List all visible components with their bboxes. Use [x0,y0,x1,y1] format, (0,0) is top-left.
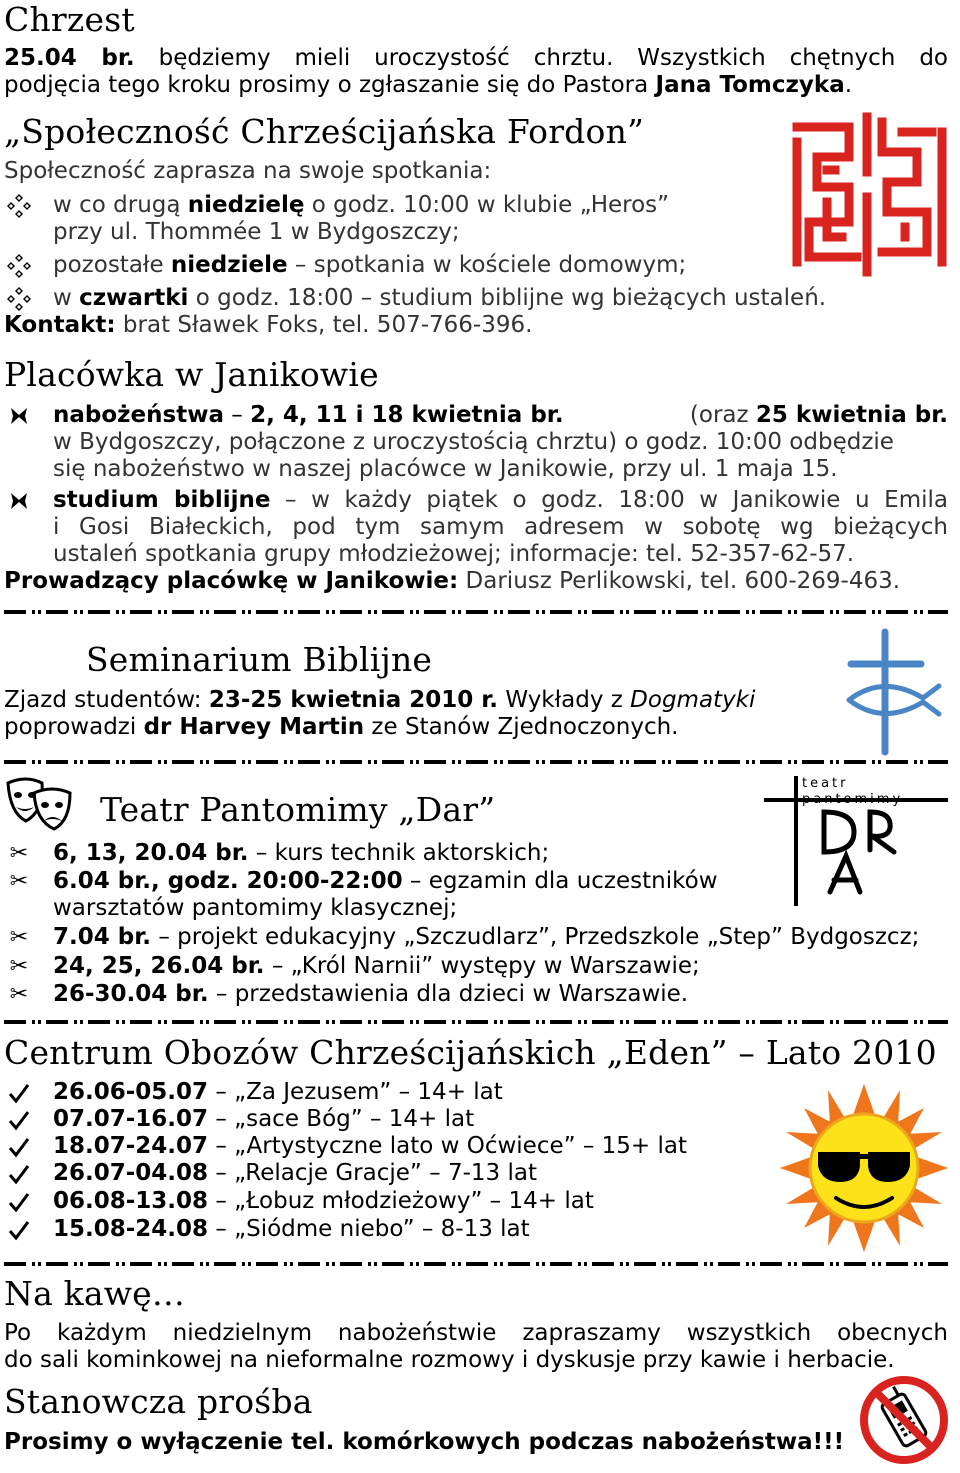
dashed-separator [4,1262,948,1266]
kawa-title: Na kawę… [4,1274,186,1313]
sun-sunglasses-icon [778,1082,950,1254]
ribbon-bullet-icon [4,487,34,514]
cross-fish-icon [843,628,943,756]
dashed-separator [4,1020,948,1024]
teatr-item-1: 6, 13, 20.04 br. – kurs technik aktorskich; [53,840,550,866]
fordon-title: „Społeczność Chrześcijańska Fordon” [4,112,645,151]
janikowo-item-2-line-2: i Gosi Białeckich, pod tym samym adresem w sobotę wg bieżących [53,514,948,540]
janikowo-item-2-line-3: ustaleń spotkania grupy młodzieżowej; informacje: tel. 52-357-62-57. [53,541,855,567]
scissors-bullet-icon: ✂ [9,982,29,1007]
teatr-item-2-line-2: warsztatów pantomimy klasycznej; [53,895,458,921]
prosba-title: Stanowcza prośba [4,1382,313,1421]
fordon-item-1-line-2: przy ul. Thommée 1 w Bydgoszczy; [53,219,460,245]
fordon-item-1: w co drugą niedzielę o godz. 10:00 w klubie „Heros” [53,192,670,218]
eden-title: Centrum Obozów Chrześcijańskich „Eden” – Lato 2010 [4,1033,937,1072]
four-diamond-bullet-icon [4,192,34,219]
check-bullet-icon [4,1216,34,1243]
eden-item-5: 06.08-13.08 – „Łobuz młodzieżowy” – 14+ lat [53,1188,594,1214]
fordon-contact: Kontakt: brat Sławek Foks, tel. 507-766-396. [4,312,533,338]
eden-item-2: 07.07-16.07 – „sace Bóg” – 14+ lat [53,1106,475,1132]
teatr-item-4: 24, 25, 26.04 br. – „Król Narnii” występy w Warszawie; [53,953,700,979]
janikowo-item-1: nabożeństwa – 2, 4, 11 i 18 kwietnia br. (oraz 25 kwietnia br. [53,402,948,428]
chrzest-title: Chrzest [4,0,135,39]
fordon-intro: Społeczność zaprasza na swoje spotkania: [4,158,492,184]
eden-item-4: 26.07-04.08 – „Relacje Gracje” – 7-13 lat [53,1160,537,1186]
teatr-item-5: 26-30.04 br. – przedstawienia dla dzieci w Warszawie. [53,981,689,1007]
dashed-separator [4,760,948,764]
teatr-item-3: 7.04 br. – projekt edukacyjny „Szczudlarz”, Przedszkole „Step” Bydgoszcz; [53,924,920,950]
four-diamond-bullet-icon [4,285,34,312]
teatr-logo-caption: teatr pantomimy [802,776,904,807]
janikowo-item-1-line-2: w Bydgoszczy, połączone z uroczystością chrztu) o godz. 10:00 odbędzie [53,429,894,455]
fordon-item-3: w czwartki o godz. 18:00 – studium biblijne wg bieżących ustaleń. [53,285,827,311]
seminarium-line-2: poprowadzi dr Harvey Martin ze Stanów Zjednoczonych. [4,714,679,740]
fordon-labyrinth-logo [787,112,952,277]
teatr-dar-logo [762,772,950,910]
kawa-line-2: do sali kominkowej na nieformalne rozmowy i dyskusje przy kawie i herbacie. [4,1347,895,1373]
janikowo-item-2: studium biblijne – w każdy piątek o godz. 18:00 w Janikowie u Emila [53,487,948,513]
check-bullet-icon [4,1188,34,1215]
eden-item-6: 15.08-24.08 – „Siódme niebo” – 8-13 lat [53,1216,530,1242]
four-diamond-bullet-icon [4,252,34,279]
eden-item-3: 18.07-24.07 – „Artystyczne lato w Oćwiece” – 15+ lat [53,1133,688,1159]
prosba-text: Prosimy o wyłączenie tel. komórkowych podczas nabożeństwa!!! [4,1429,845,1455]
scissors-bullet-icon: ✂ [9,954,29,979]
dashed-separator [4,610,948,614]
check-bullet-icon [4,1160,34,1187]
teatr-item-2: 6.04 br., godz. 20:00-22:00 – egzamin dla uczestników [53,868,718,894]
janikowo-lead: Prowadzący placówkę w Janikowie: Dariusz Perlikowski, tel. 600-269-463. [4,568,901,594]
janikowo-item-1-line-3: się nabożeństwo w naszej placówce w Janikowie, przy ul. 1 maja 15. [53,456,838,482]
fordon-item-2: pozostałe niedziele – spotkania w kościele domowym; [53,252,687,278]
scissors-bullet-icon: ✂ [9,841,29,866]
scissors-bullet-icon: ✂ [9,869,29,894]
no-phone-icon [858,1374,950,1466]
chrzest-line-2: podjęcia tego kroku prosimy o zgłaszanie się do Pastora Jana Tomczyka. [4,72,853,98]
check-bullet-icon [4,1106,34,1133]
seminarium-line-1: Zjazd studentów: 23-25 kwietnia 2010 r. Wykłady z Dogmatyki [4,687,756,713]
theatre-masks-icon [4,775,74,833]
scissors-bullet-icon: ✂ [9,925,29,950]
chrzest-line-1: 25.04 br. będziemy mieli uroczystość chrztu. Wszystkich chętnych do [4,45,948,71]
kawa-line-1: Po każdym niedzielnym nabożeństwie zapraszamy wszystkich obecnych [4,1320,948,1346]
check-bullet-icon [4,1133,34,1160]
janikowo-title: Placówka w Janikowie [4,355,379,394]
seminarium-title: Seminarium Biblijne [86,640,433,679]
check-bullet-icon [4,1079,34,1106]
ribbon-bullet-icon [4,402,34,429]
teatr-title: Teatr Pantomimy „Dar” [100,790,496,829]
eden-item-1: 26.06-05.07 – „Za Jezusem” – 14+ lat [53,1079,503,1105]
